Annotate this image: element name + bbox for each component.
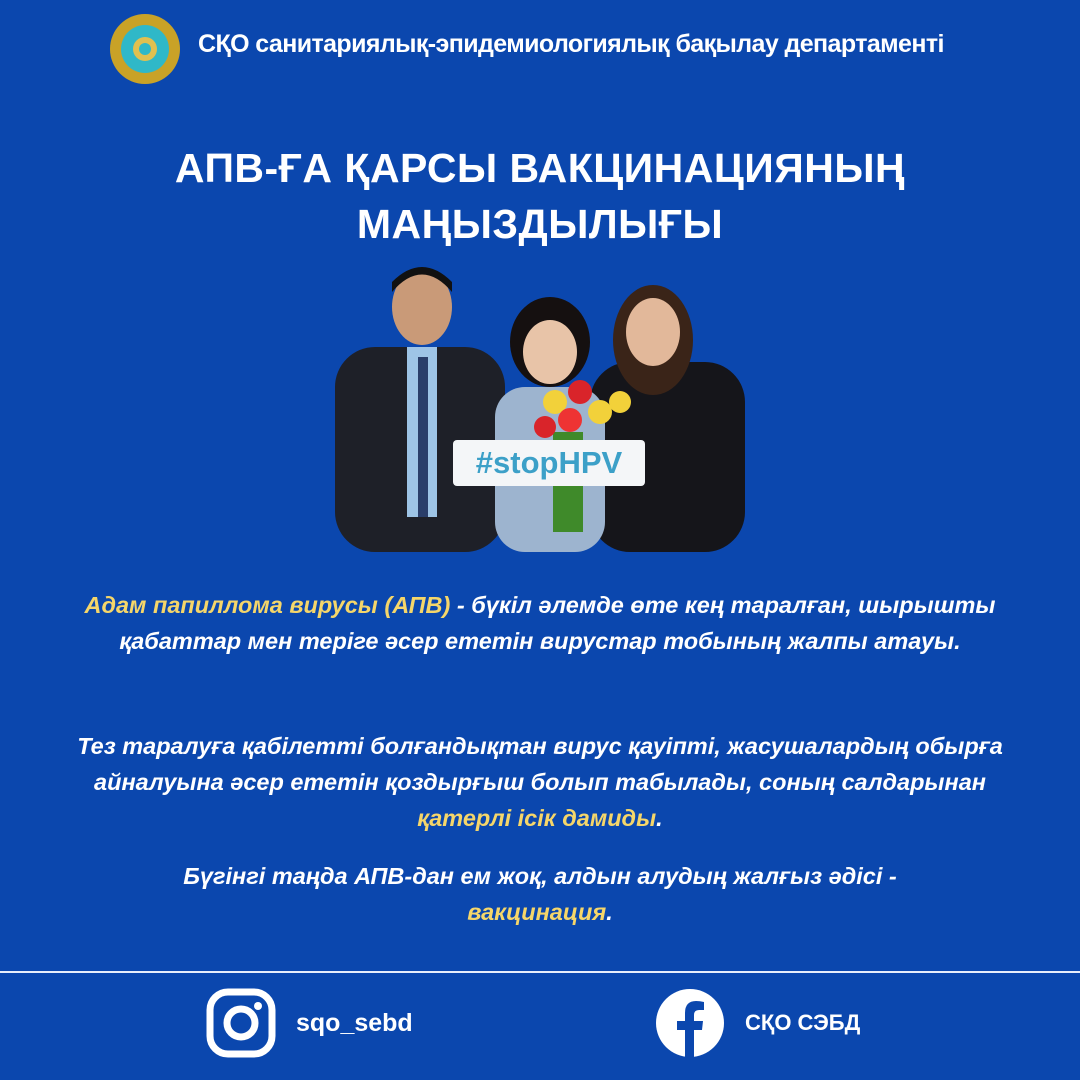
highlight-cancer: қатерлі ісік дамиды: [417, 805, 657, 831]
paragraph-vaccination: [60, 858, 1020, 930]
highlight-hpv: Адам папиллома вирусы (АПВ): [84, 592, 451, 618]
text: Тез таралуға қабілетті болғандықтан вирус қауіпті, жасушалардың обырға айналуына әсер ететін қоздырғыш болып табылады, соның салдарынан: [77, 733, 1003, 795]
paragraph-hpv-definition: [60, 587, 1020, 659]
family-photo: [335, 262, 745, 552]
footer-divider: [0, 971, 1080, 973]
text: .: [606, 899, 613, 925]
kazakhstan-emblem-icon: [108, 12, 182, 86]
facebook-icon: [655, 988, 725, 1058]
facebook-page-name[interactable]: СҚО СЭБД: [745, 1010, 861, 1035]
text: Бүгінгі таңда АПВ-дан ем жоқ, алдын алудың жалғыз әдісі -: [183, 863, 897, 889]
paragraph-hpv-danger: [60, 728, 1020, 836]
instagram-icon: [206, 988, 276, 1058]
organization-name: СҚО санитариялық-эпидемиологиялық бақылау департаменті: [198, 30, 944, 58]
facebook-link[interactable]: [655, 988, 860, 1058]
family-illustration: [335, 262, 745, 552]
highlight-vaccination: вакцинация: [467, 899, 607, 925]
instagram-link[interactable]: [206, 988, 413, 1058]
title-line-2: МАҢЫЗДЫЛЫҒЫ: [356, 201, 724, 247]
stop-hpv-sign: #stopHPV: [475, 445, 623, 480]
title-line-1: АПВ-ҒА ҚАРСЫ ВАКЦИНАЦИЯНЫҢ: [174, 145, 906, 191]
instagram-handle[interactable]: sqo_sebd: [296, 1008, 413, 1037]
text: .: [656, 805, 663, 831]
page-title: [0, 140, 1080, 252]
text: - бүкіл әлемде өте кең таралған, шырышты қабаттар мен теріге әсер ететін вирустар тобының жалпы атауы.: [119, 592, 996, 654]
